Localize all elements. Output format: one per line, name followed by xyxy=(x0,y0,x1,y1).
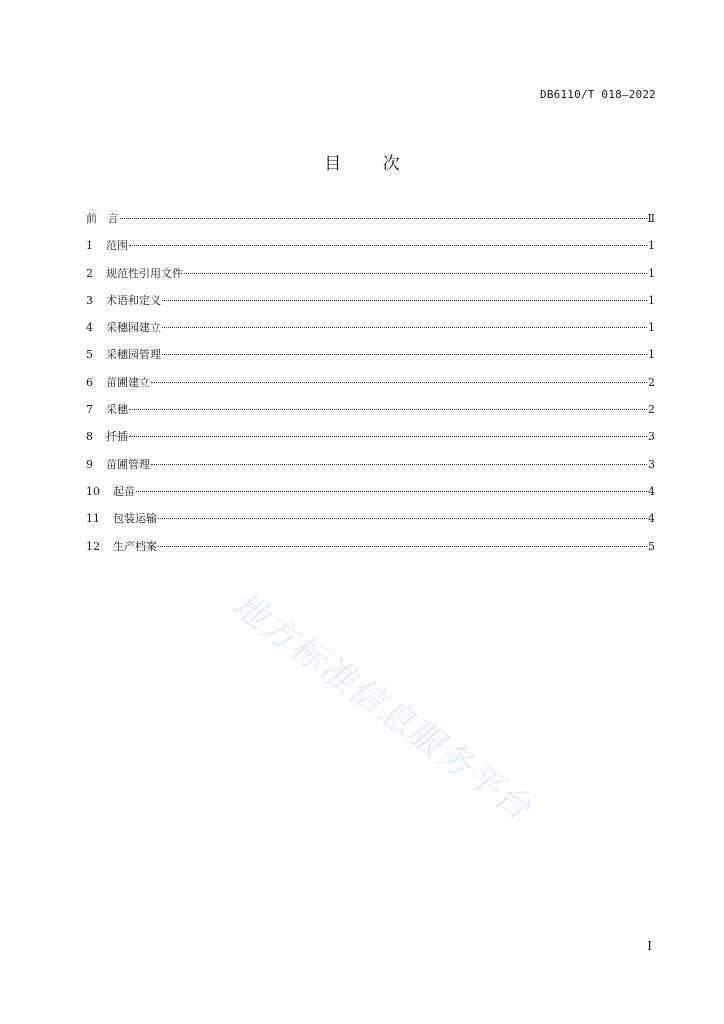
watermark: 地方标准信息服务平台 xyxy=(224,584,540,829)
toc-entry-page: Ⅱ xyxy=(647,212,655,225)
toc-entry-text: 采穗园管理 xyxy=(106,348,161,362)
toc-entry-page: 1 xyxy=(648,266,655,280)
toc-entry-text: 苗圃建立 xyxy=(106,375,150,389)
toc-entry-number: 9 xyxy=(86,457,93,471)
toc-title: 目 次 xyxy=(324,154,418,174)
toc-entry-text: 生产档案 xyxy=(113,539,157,553)
toc-entry-number: 12 xyxy=(86,539,100,553)
toc-entry-11[interactable] xyxy=(86,510,655,537)
toc-entry-number: 11 xyxy=(86,512,100,526)
toc-entry-page: 5 xyxy=(648,539,655,553)
toc-entry-7[interactable] xyxy=(86,401,655,428)
dot-leader xyxy=(158,518,647,519)
dot-leader xyxy=(129,436,647,437)
toc-entry-page: 1 xyxy=(648,239,655,253)
toc-entry-10[interactable] xyxy=(86,483,655,510)
toc-entry-foreword[interactable] xyxy=(86,210,655,237)
toc-entry-page: 1 xyxy=(648,321,655,335)
toc-entry-text: 采穗园建立 xyxy=(106,321,161,335)
toc-entry-number: 6 xyxy=(86,375,93,389)
toc-entry-text: 术语和定义 xyxy=(106,293,161,307)
toc-entry-page: 1 xyxy=(648,293,655,307)
toc-entry-6[interactable] xyxy=(86,374,655,401)
toc-entry-text: 采穗 xyxy=(106,403,128,417)
toc-entry-page: 3 xyxy=(648,457,655,471)
page-number: I xyxy=(647,939,652,953)
toc-entry-8[interactable] xyxy=(86,428,655,455)
toc-entry-12[interactable] xyxy=(86,538,655,565)
toc-entry-page: 2 xyxy=(648,375,655,389)
toc-entry-text: 前 言 xyxy=(86,212,119,225)
toc-entry-number: 5 xyxy=(86,348,93,362)
dot-leader xyxy=(120,218,647,219)
toc-entry-page: 4 xyxy=(648,484,655,498)
toc-entry-3[interactable] xyxy=(86,292,655,319)
toc-entry-page: 2 xyxy=(648,403,655,417)
dot-leader xyxy=(162,327,647,328)
toc-entry-number: 7 xyxy=(86,403,93,417)
dot-leader xyxy=(151,464,647,465)
toc-entry-page: 3 xyxy=(648,430,655,444)
toc-entry-number: 1 xyxy=(86,239,93,253)
dot-leader xyxy=(162,300,647,301)
toc-entry-number: 2 xyxy=(86,266,93,280)
dot-leader xyxy=(136,491,647,492)
toc-entry-text: 包装运输 xyxy=(113,512,157,526)
dot-leader xyxy=(162,354,647,355)
toc-entry-4[interactable] xyxy=(86,319,655,346)
toc-entry-text: 扦插 xyxy=(106,430,128,444)
toc-entry-2[interactable] xyxy=(86,265,655,292)
toc-entry-9[interactable] xyxy=(86,456,655,483)
toc-entry-number: 10 xyxy=(86,484,100,498)
toc-entry-page: 4 xyxy=(648,512,655,526)
toc-entry-page: 1 xyxy=(648,348,655,362)
dot-leader xyxy=(151,382,647,383)
toc-entry-1[interactable] xyxy=(86,237,655,264)
dot-leader xyxy=(129,245,647,246)
dot-leader xyxy=(158,546,647,547)
toc-entry-number: 4 xyxy=(86,321,93,335)
toc-entry-text: 规范性引用文件 xyxy=(106,266,183,280)
table-of-contents xyxy=(86,210,655,565)
toc-entry-text: 起苗 xyxy=(113,484,135,498)
toc-entry-text: 苗圃管理 xyxy=(106,457,150,471)
document-code: DB6110/T 018—2022 xyxy=(540,88,656,101)
toc-entry-number: 3 xyxy=(86,293,93,307)
toc-entry-5[interactable] xyxy=(86,346,655,373)
toc-entry-number: 8 xyxy=(86,430,93,444)
toc-entry-text: 范围 xyxy=(106,239,128,253)
dot-leader xyxy=(129,409,647,410)
dot-leader xyxy=(184,273,647,274)
